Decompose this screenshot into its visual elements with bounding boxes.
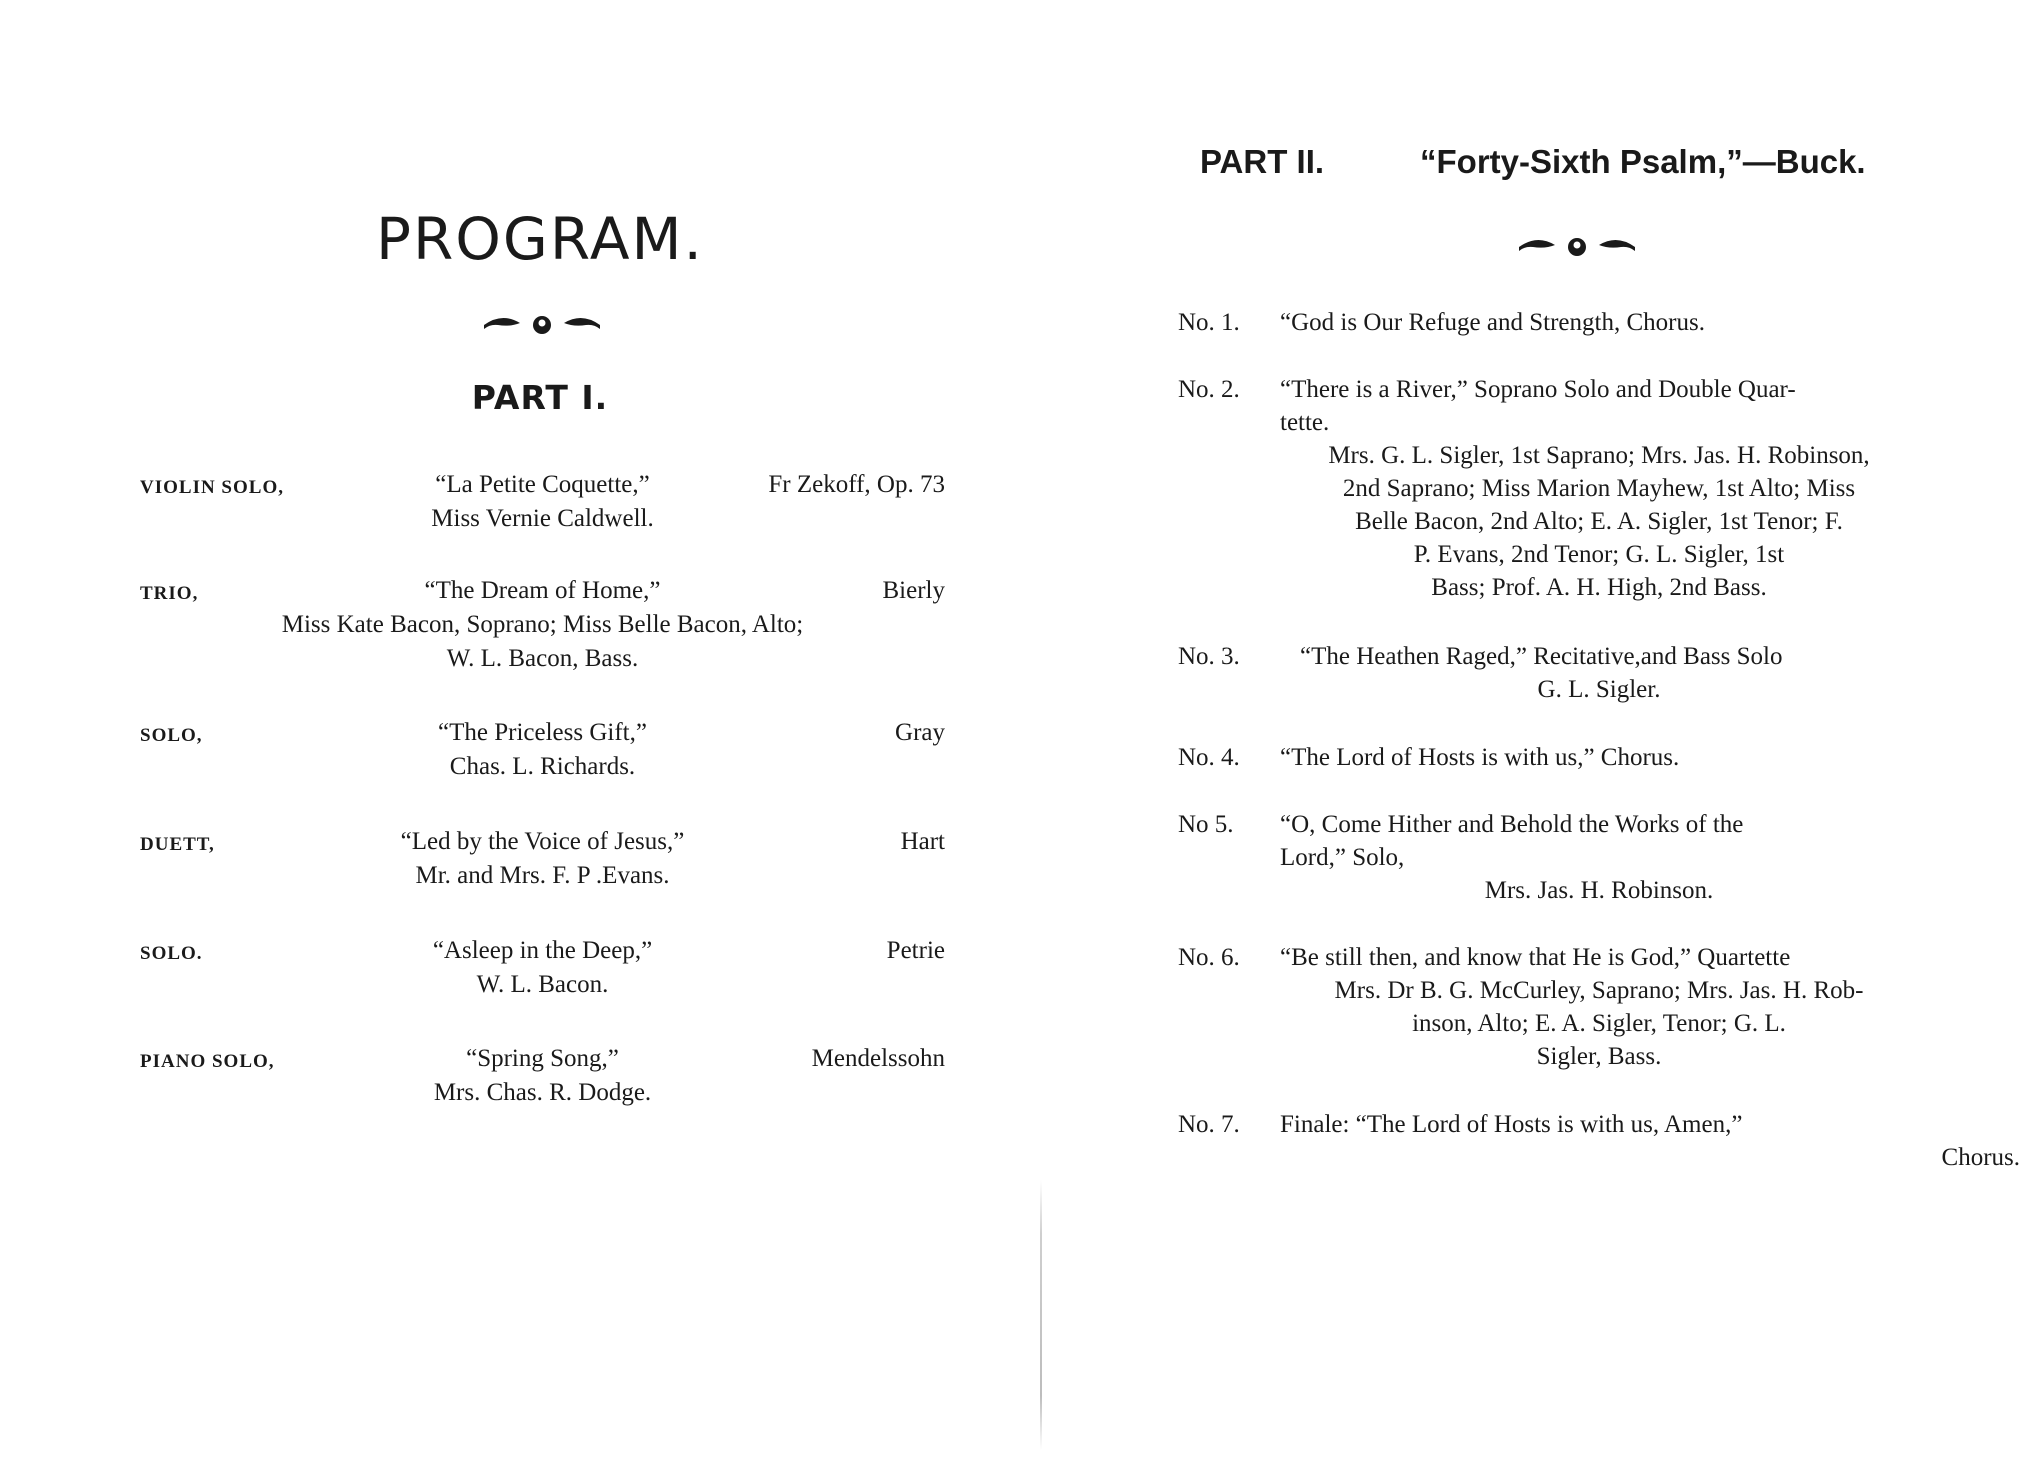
item-number: No. 7. bbox=[1178, 1111, 1240, 1138]
item-text: “There is a River,” Soprano Solo and Double Quar- bbox=[1280, 376, 1796, 403]
right-page bbox=[1040, 0, 2040, 1472]
item-text: Finale: “The Lord of Hosts is with us, Amen,” bbox=[1280, 1111, 1743, 1138]
item-title: “Led by the Voice of Jesus,” bbox=[400, 828, 685, 855]
psalm-item-3 bbox=[1178, 640, 2020, 706]
item-composer: Gray bbox=[895, 719, 945, 746]
item-performers: Mrs. Jas. H. Robinson. bbox=[1484, 877, 1714, 904]
item-type: PIANO SOLO, bbox=[140, 1051, 275, 1072]
part-two-header bbox=[1200, 143, 2020, 181]
item-performers: Miss Vernie Caldwell. bbox=[431, 505, 654, 532]
psalm-item-7 bbox=[1178, 1108, 2020, 1174]
item-performers: Miss Kate Bacon, Soprano; Miss Belle Bacon, Alto; bbox=[281, 611, 804, 638]
psalm-item-5 bbox=[1178, 808, 2020, 907]
item-composer: Hart bbox=[900, 828, 945, 855]
psalm-item-2 bbox=[1178, 373, 2020, 604]
item-text: “Be still then, and know that He is God,” Quartette bbox=[1280, 944, 1791, 971]
item-text: “The Lord of Hosts is with us,” Chorus. bbox=[1280, 744, 1680, 771]
item-title: “La Petite Coquette,” bbox=[435, 471, 650, 498]
item-composer: Mendelssohn bbox=[811, 1045, 945, 1072]
item-performers: Chas. L. Richards. bbox=[449, 753, 636, 780]
item-performers: Belle Bacon, 2nd Alto; E. A. Sigler, 1st Tenor; F. bbox=[1355, 508, 1843, 535]
item-performers: G. L. Sigler. bbox=[1537, 676, 1661, 703]
item-number: No 5. bbox=[1178, 811, 1234, 838]
item-number: No. 3. bbox=[1178, 643, 1240, 670]
ornament-divider-icon bbox=[480, 312, 604, 338]
item-text: “The Heathen Raged,” Recitative,and Bass Solo bbox=[1300, 643, 1783, 670]
item-title: “Asleep in the Deep,” bbox=[432, 937, 653, 964]
item-text: tette. bbox=[1280, 409, 1330, 436]
item-performers: inson, Alto; E. A. Sigler, Tenor; G. L. bbox=[1412, 1010, 1786, 1037]
part-one-heading: PART I. bbox=[471, 378, 609, 417]
item-number: No. 2. bbox=[1178, 376, 1240, 403]
item-performers: W. L. Bacon. bbox=[476, 971, 609, 998]
item-performers: Mrs. Chas. R. Dodge. bbox=[433, 1079, 652, 1106]
item-composer: Petrie bbox=[886, 937, 945, 964]
item-composer: Bierly bbox=[882, 577, 945, 604]
program-title: PROGRAM. bbox=[376, 205, 704, 273]
psalm-item-4 bbox=[1178, 741, 2020, 774]
item-text: “God is Our Refuge and Strength, Chorus. bbox=[1280, 309, 1705, 336]
item-text: Lord,” Solo, bbox=[1280, 844, 1405, 871]
item-performers: Mr. and Mrs. F. P .Evans. bbox=[415, 862, 670, 889]
item-number: No. 1. bbox=[1178, 309, 1240, 336]
item-type: VIOLIN SOLO, bbox=[140, 477, 284, 498]
psalm-item-6 bbox=[1178, 941, 2020, 1073]
psalm-title: “Forty-Sixth Psalm,”—Buck. bbox=[1420, 143, 1866, 180]
ornament-divider-icon bbox=[1515, 234, 1639, 260]
item-performers: P. Evans, 2nd Tenor; G. L. Sigler, 1st bbox=[1413, 541, 1785, 568]
part-two-heading: PART II. bbox=[1200, 143, 1325, 180]
item-title: “Spring Song,” bbox=[466, 1045, 619, 1072]
item-title: “The Dream of Home,” bbox=[424, 577, 661, 604]
item-number: No. 4. bbox=[1178, 744, 1240, 771]
item-text: “O, Come Hither and Behold the Works of the bbox=[1280, 811, 1744, 838]
item-composer: Fr Zekoff, Op. 73 bbox=[768, 471, 945, 498]
item-performers: Mrs. Dr B. G. McCurley, Saprano; Mrs. Jas. H. Rob- bbox=[1334, 977, 1864, 1004]
item-type: SOLO. bbox=[140, 943, 203, 964]
item-performers: Sigler, Bass. bbox=[1536, 1043, 1662, 1070]
item-performers: 2nd Saprano; Miss Marion Mayhew, 1st Alto; Miss bbox=[1342, 475, 1856, 502]
item-type: DUETT, bbox=[140, 834, 215, 855]
item-number: No. 6. bbox=[1178, 944, 1240, 971]
item-performers: Mrs. G. L. Sigler, 1st Saprano; Mrs. Jas. H. Robinson, bbox=[1328, 442, 1870, 469]
psalm-item-1 bbox=[1178, 306, 2020, 339]
item-title: “The Priceless Gift,” bbox=[438, 719, 647, 746]
item-type: TRIO, bbox=[140, 583, 199, 604]
item-text: Chorus. bbox=[1941, 1144, 2020, 1171]
item-type: SOLO, bbox=[140, 725, 203, 746]
item-performers: W. L. Bacon, Bass. bbox=[446, 645, 639, 672]
item-performers: Bass; Prof. A. H. High, 2nd Bass. bbox=[1431, 574, 1767, 601]
